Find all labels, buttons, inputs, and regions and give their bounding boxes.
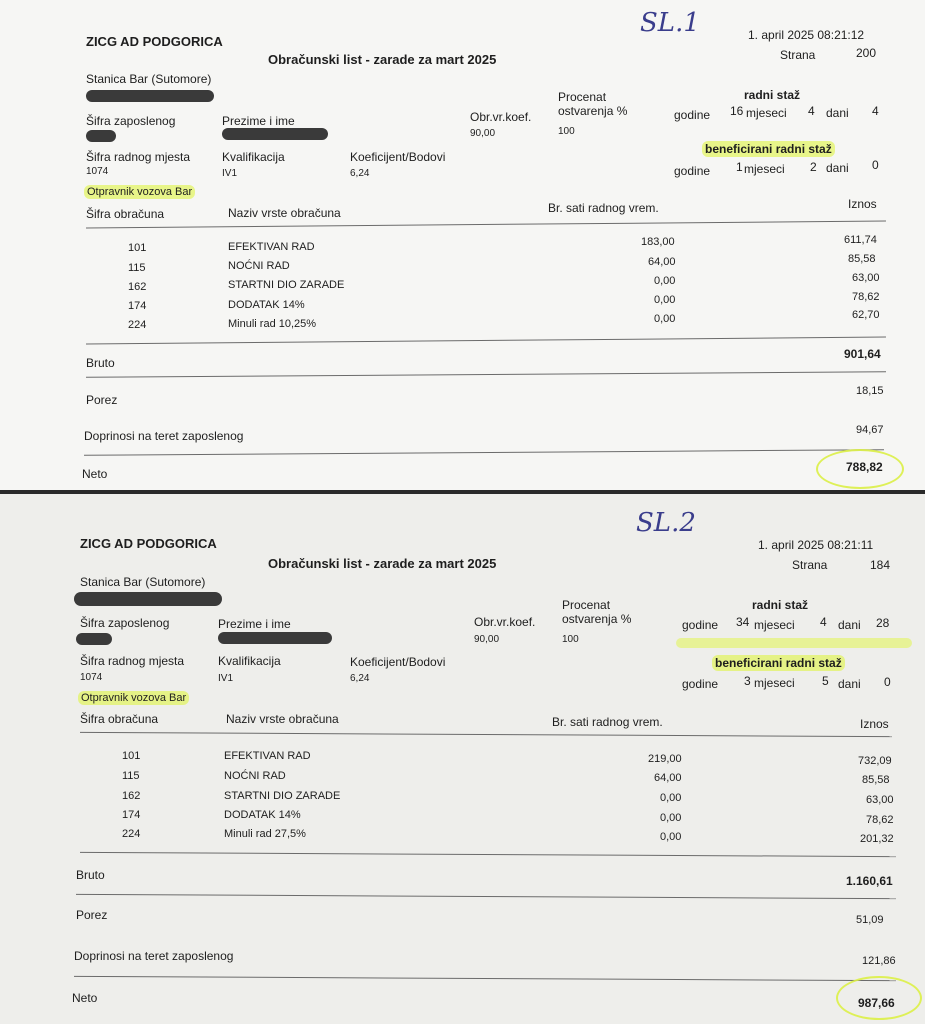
- points-label: Koeficijent/Bodovi: [350, 655, 446, 669]
- ben-months-label: mjeseci: [744, 162, 785, 176]
- row-amount: 63,00: [866, 794, 894, 806]
- row-name: EFEKTIVAN RAD: [228, 241, 315, 253]
- row-code: 174: [128, 300, 147, 312]
- row-code: 224: [122, 828, 141, 840]
- work-years: 16: [730, 104, 744, 118]
- gross-amount: 901,64: [844, 347, 881, 361]
- work-experience-label: radni staž: [744, 88, 801, 102]
- row-name: DODATAK 14%: [224, 809, 301, 821]
- contributions-label: Doprinosi na teret zaposlenog: [84, 429, 244, 443]
- net-amount: 788,82: [846, 460, 883, 474]
- row-name: STARTNI DIO ZARADE: [228, 279, 345, 291]
- column-amount-header: Iznos: [848, 197, 877, 211]
- net-amount: 987,66: [858, 996, 895, 1010]
- name-label: Prezime i ime: [222, 114, 295, 128]
- divider: [86, 221, 886, 229]
- row-name: NOĆNI RAD: [228, 260, 290, 272]
- workplace-value: 1074: [80, 672, 103, 683]
- row-amount: 732,09: [858, 755, 892, 767]
- document-title: Obračunski list - zarade za mart 2025: [268, 556, 497, 571]
- position-title: Otpravnik vozova Bar: [84, 185, 195, 199]
- beneficiary-experience-label: beneficirani radni staž: [702, 141, 835, 157]
- row-hours: 0,00: [660, 792, 682, 804]
- percent-label-2: ostvarenja %: [558, 104, 628, 118]
- position-title: Otpravnik vozova Bar: [78, 691, 189, 705]
- employee-code-label: Šifra zaposlenog: [80, 616, 170, 630]
- percent-value: 100: [562, 634, 579, 645]
- row-amount: 85,58: [848, 253, 876, 265]
- row-code: 224: [128, 319, 147, 331]
- column-code-header: Šifra obračuna: [86, 207, 165, 221]
- divider: [74, 976, 896, 981]
- work-months: 4: [808, 104, 815, 118]
- row-hours: 0,00: [660, 812, 682, 824]
- document-title: Obračunski list - zarade za mart 2025: [268, 52, 497, 67]
- row-hours: 0,00: [660, 831, 682, 843]
- column-name-header: Naziv vrste obračuna: [226, 712, 339, 726]
- contributions-amount: 94,67: [856, 424, 884, 436]
- handwritten-annotation: SL.2: [636, 508, 696, 538]
- column-name-header: Naziv vrste obračuna: [228, 206, 341, 220]
- work-years-label: godine: [674, 108, 711, 122]
- row-code: 162: [122, 790, 141, 802]
- ben-months: 5: [822, 674, 829, 688]
- tax-label: Porez: [86, 393, 118, 407]
- column-hours-header: Br. sati radnog vrem.: [548, 201, 659, 215]
- page-number: 200: [856, 46, 877, 60]
- net-label: Neto: [82, 467, 108, 481]
- row-name: EFEKTIVAN RAD: [224, 750, 311, 762]
- work-months-label: mjeseci: [754, 618, 795, 632]
- workplace-label: Šifra radnog mjesta: [86, 150, 191, 164]
- coef-label: Obr.vr.koef.: [470, 110, 532, 124]
- highlighter-stroke: [676, 638, 912, 648]
- station-name: Stanica Bar (Sutomore): [80, 575, 206, 589]
- row-name: Minuli rad 10,25%: [228, 318, 317, 330]
- points-label: Koeficijent/Bodovi: [350, 150, 446, 164]
- row-code: 101: [128, 242, 147, 254]
- qualification-label: Kvalifikacija: [218, 654, 281, 668]
- qualification-value: IV1: [218, 673, 234, 684]
- net-label: Neto: [72, 991, 98, 1005]
- tax-label: Porez: [76, 908, 108, 922]
- row-amount: 62,70: [852, 309, 880, 321]
- divider: [84, 449, 884, 456]
- company-name: ZICG AD PODGORICA: [86, 34, 223, 49]
- payslip-sheet-1: [0, 0, 925, 490]
- work-days-label: dani: [838, 618, 861, 632]
- percent-label: Procenat: [562, 598, 611, 612]
- gross-label: Bruto: [86, 356, 115, 370]
- column-hours-header: Br. sati radnog vrem.: [552, 715, 663, 729]
- redacted-block: [86, 130, 116, 142]
- coef-value: 90,00: [474, 634, 500, 645]
- row-code: 174: [122, 809, 141, 821]
- row-name: DODATAK 14%: [228, 299, 305, 311]
- gross-label: Bruto: [76, 868, 105, 882]
- row-amount: 63,00: [852, 272, 880, 284]
- row-name: Minuli rad 27,5%: [224, 828, 306, 840]
- row-amount: 78,62: [866, 814, 894, 826]
- tax-amount: 18,15: [856, 385, 884, 397]
- row-amount: 611,74: [844, 234, 877, 246]
- column-code-header: Šifra obračuna: [80, 712, 159, 726]
- print-datetime: 1. april 2025 08:21:12: [748, 28, 865, 42]
- ben-days-label: dani: [838, 677, 861, 691]
- row-name: STARTNI DIO ZARADE: [224, 790, 341, 802]
- percent-label: Procenat: [558, 90, 607, 104]
- work-experience-label: radni staž: [752, 598, 809, 612]
- row-code: 162: [128, 281, 147, 293]
- contributions-amount: 121,86: [862, 955, 896, 967]
- tax-amount: 51,09: [856, 914, 884, 926]
- ben-years-label: godine: [674, 164, 711, 178]
- divider: [86, 337, 886, 345]
- percent-label-2: ostvarenja %: [562, 612, 632, 626]
- ben-months: 2: [810, 160, 817, 174]
- contributions-label: Doprinosi na teret zaposlenog: [74, 949, 234, 963]
- row-hours: 64,00: [648, 256, 676, 268]
- row-code: 115: [128, 262, 146, 274]
- divider: [76, 894, 896, 899]
- page-label: Strana: [780, 48, 816, 62]
- redacted-block: [218, 632, 332, 644]
- row-amount: 78,62: [852, 291, 880, 303]
- gross-amount: 1.160,61: [846, 874, 893, 888]
- ben-days: 0: [884, 675, 891, 689]
- coef-label: Obr.vr.koef.: [474, 615, 536, 629]
- work-months-label: mjeseci: [746, 106, 787, 120]
- work-years-label: godine: [682, 618, 719, 632]
- station-name: Stanica Bar (Sutomore): [86, 72, 212, 86]
- page-label: Strana: [792, 558, 828, 572]
- row-code: 101: [122, 750, 141, 762]
- employee-code-label: Šifra zaposlenog: [86, 114, 176, 128]
- handwritten-annotation: SL.1: [640, 8, 700, 38]
- work-days-label: dani: [826, 106, 849, 120]
- workplace-value: 1074: [86, 166, 109, 177]
- row-code: 115: [122, 770, 140, 782]
- ben-years: 1: [736, 160, 743, 174]
- beneficiary-experience-label: beneficirani radni staž: [712, 655, 845, 671]
- row-amount: 85,58: [862, 774, 890, 786]
- ben-days: 0: [872, 158, 879, 172]
- points-value: 6,24: [350, 168, 370, 179]
- company-name: ZICG AD PODGORICA: [80, 536, 217, 551]
- column-amount-header: Iznos: [860, 717, 889, 731]
- print-datetime: 1. april 2025 08:21:11: [758, 538, 874, 552]
- row-hours: 0,00: [654, 313, 676, 325]
- redacted-block: [76, 633, 112, 645]
- row-hours: 0,00: [654, 294, 676, 306]
- ben-years: 3: [744, 674, 751, 688]
- coef-value: 90,00: [470, 128, 496, 139]
- work-days: 28: [876, 616, 890, 630]
- row-hours: 0,00: [654, 275, 676, 287]
- redacted-block: [74, 592, 222, 606]
- work-months: 4: [820, 615, 827, 629]
- row-amount: 201,32: [860, 833, 894, 845]
- row-hours: 64,00: [654, 772, 682, 784]
- ben-months-label: mjeseci: [754, 676, 795, 690]
- workplace-label: Šifra radnog mjesta: [80, 654, 185, 668]
- payslip-sheet-2: [0, 494, 925, 1024]
- page-number: 184: [870, 558, 891, 572]
- row-hours: 219,00: [648, 753, 682, 765]
- percent-value: 100: [558, 126, 575, 137]
- name-label: Prezime i ime: [218, 617, 291, 631]
- redacted-block: [222, 128, 328, 140]
- divider: [80, 732, 892, 737]
- qualification-value: IV1: [222, 168, 238, 179]
- row-name: NOĆNI RAD: [224, 770, 286, 782]
- qualification-label: Kvalifikacija: [222, 150, 285, 164]
- work-years: 34: [736, 615, 750, 629]
- redacted-block: [86, 90, 214, 102]
- ben-days-label: dani: [826, 161, 849, 175]
- divider: [80, 852, 896, 857]
- ben-years-label: godine: [682, 677, 719, 691]
- row-hours: 183,00: [641, 236, 675, 248]
- divider: [86, 371, 886, 378]
- points-value: 6,24: [350, 673, 370, 684]
- work-days: 4: [872, 104, 879, 118]
